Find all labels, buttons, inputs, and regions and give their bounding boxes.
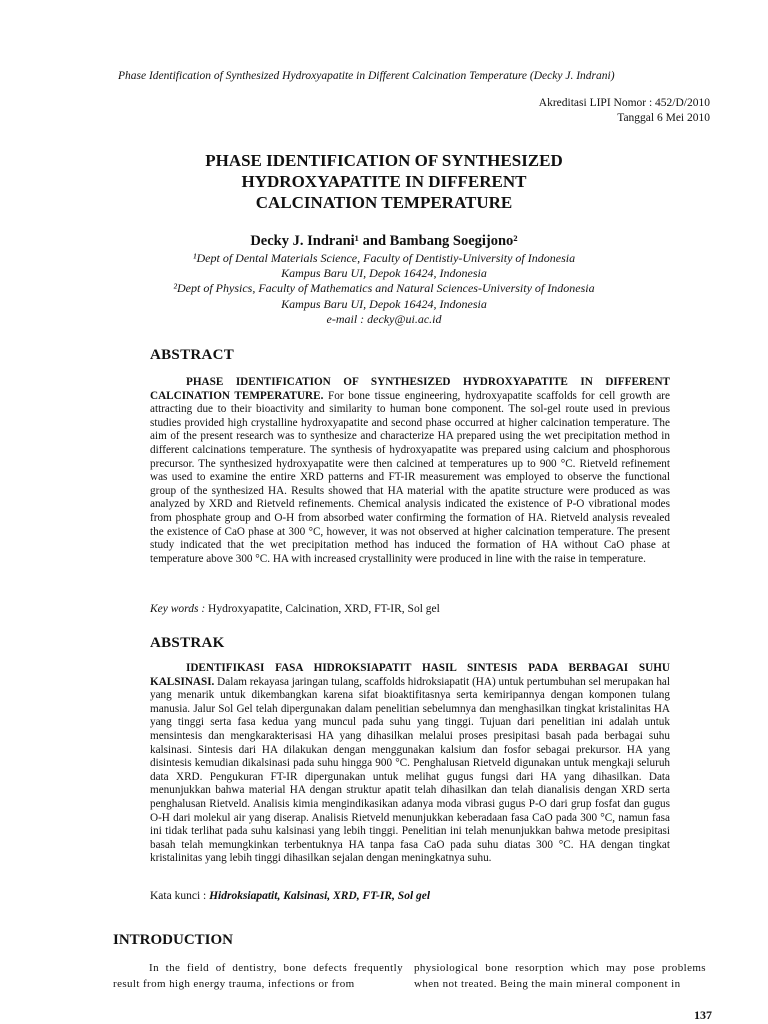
abstract-lead: PHASE IDENTIFICATION OF SYNTHESIZED HYDROXYAPATITE IN DIFFERENT CALCINATION TEMPERATURE. (150, 376, 670, 402)
abstrak-body (150, 662, 670, 866)
accreditation-block (539, 96, 710, 126)
kata-kunci-list: Hidroksiapatit, Kalsinasi, XRD, FT-IR, Sol gel (209, 890, 431, 902)
email-line: e-mail : decky@ui.ac.id (326, 311, 442, 326)
abstrak-text: Dalam rekayasa jaringan tulang, scaffolds hidroksiapatit (HA) untuk pertumbuhan sel merupakan hal yang menarik untuk dikembangkan karena sifat bioaktifitasnya serta kemiripannya dengan komponen tulang manusia. Jalur Sol Gel telah dipergunakan dalam penelitian sebelumnya dan menghasilkan tingkat kristalinitas HA yang tinggi serta fasa kedua yang muncul pada suhu yang tinggi. Tujuan dari penelitian ini adalah untuk mensintesis dan mengkarakterisasi HA yang dihasilkan melalui proses presipitasi basah pada berbagai suhu kalsinasi. Sintesis dari HA dilakukan dengan menggunakan kalsium dan fosfor sebagai prekursor. HA yang disintesis kemudian dikalsinasi pada suhu hingga 900 °C. Penghalusan Rietveld digunakan untuk mengkaji seluruh data XRD. Pengukuran FT-IR dipergunakan untuk melihat gugus fungsi dari HA yang dihasilkan. Data menunjukkan bahwa material HA dengan struktur apatit telah dihasilkan dan telah dianalisis dengan XRD serta penghalusan Rietveld. Analisis kimia mengindikasikan adanya moda vibrasi gugus P-O dari grup fosfat dan gugus O-H dari molekul air yang diserap. Analisis Rietveld menunjukkan keberadaan fasa CaO pada 300 °C, namun fasa ini tidak terlihat pada suhu kalsinasi yang lebih tinggi. Penelitian ini telah menunjukkan bahwa metode presipitasi basah telah memungkinkan terbentuknya HA tanpa fasa CaO pada suhu diatas 300 °C. HA dengan tingkat kristalinitas yang lebih tinggi dihasilkan sejalan dengan meningkatnya suhu. (150, 675, 671, 865)
paper-title (100, 150, 668, 213)
accreditation-number: Akreditasi LIPI Nomor : 452/D/2010 (538, 97, 710, 109)
abstract-text: For bone tissue engineering, hydroxyapatite scaffolds for cell growth are attracting due to their bioactivity and similarity to human bone component. The sol-gel route used in previous studies provided high crystalline hydroxyapatite and second phase occurred at higher calcination temperature. The aim of the present research was to synthesize and characterize HA prepared using the wet precipitation method in different calcinations temperature. The synthesis of hydroxyapatite was prepared using calcium and phosphorous precursor. The synthesized hydroxyapatite were then calcined at temperatures up to 900 °C. Rietveld refinement was used to examine the entire XRD patterns and FT-IR measurement was employed to observe the functional group of the synthesized HA. Results showed that HA material with the apatite structure were produced as was analyzed by XRD and Rietveld refinements. Chemical analysis indicated the existence of P-O vibrational modes from phosphate group and O-H from absorbed water confirming the formation of HA. Rietveld analysis revealed the existence of CaO phase at 300 °C, however, it was not observed at higher calcination temperature. The present study indicated that the wet precipitation method has induced the formation of HA without CaO phase at temperature above 300 °C. HA with increased crystallinity were produced in line with the raise in temperature. (150, 389, 670, 565)
author-list: Decky J. Indrani¹ and Bambang Soegijono² (250, 233, 518, 249)
body-column-right (414, 960, 706, 992)
affiliation-line: Kampus Baru UI, Depok 16424, Indonesia (281, 296, 487, 311)
kata-kunci-label: Kata kunci : (150, 890, 207, 902)
affiliations (100, 251, 668, 327)
running-header: Phase Identification of Synthesized Hydroxyapatite in Different Calcination Temperature (Decky J. Indrani) (118, 70, 615, 82)
abstrak-heading: ABSTRAK (150, 635, 225, 651)
page-number: 137 (694, 1008, 712, 1022)
title-line: CALCINATION TEMPERATURE (255, 193, 513, 212)
keywords (150, 603, 670, 615)
title-line: PHASE IDENTIFICATION OF SYNTHESIZED (205, 151, 563, 170)
abstract-heading: ABSTRACT (150, 347, 235, 363)
affiliation-line: Kampus Baru UI, Depok 16424, Indonesia (281, 266, 487, 281)
abstract-body (150, 376, 670, 566)
intro-text-left: In the field of dentistry, bone defects frequently result from high energy trauma, infections or from (113, 962, 403, 990)
affiliation-line: ²Dept of Physics, Faculty of Mathematics and Natural Sciences-University of Indonesia (173, 281, 595, 296)
intro-text-right: physiological bone resorption which may pose problems when not treated. Being the main mineral component in (414, 962, 706, 990)
body-column-left (113, 960, 403, 992)
keywords-list: Hydroxyapatite, Calcination, XRD, FT-IR, Sol gel (208, 603, 440, 615)
accreditation-date: Tanggal 6 Mei 2010 (617, 112, 710, 124)
title-line: HYDROXYAPATITE IN DIFFERENT (241, 172, 527, 191)
affiliation-line: ¹Dept of Dental Materials Science, Faculty of Dentistiy-University of Indonesia (192, 251, 576, 265)
introduction-heading: INTRODUCTION (113, 932, 234, 948)
keywords-label: Key words : (150, 603, 206, 615)
abstrak-lead: IDENTIFIKASI FASA HIDROKSIAPATIT HASIL SINTESIS PADA BERBAGAI SUHU KALSINASI. (150, 662, 670, 688)
kata-kunci (150, 890, 670, 902)
